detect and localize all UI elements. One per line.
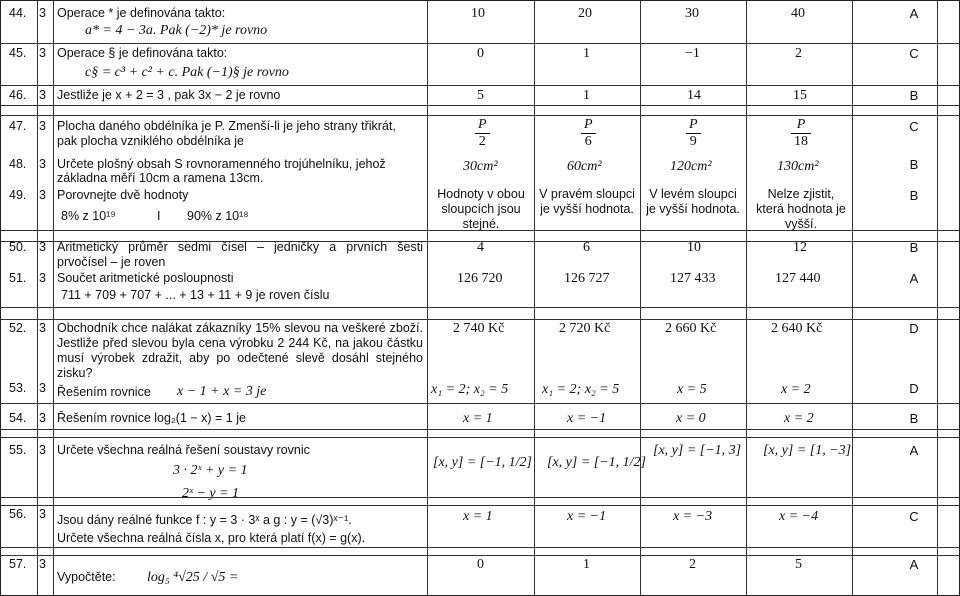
problem-text: Určete všechna reálná čísla x, pro která platí f(x) = g(x). — [57, 531, 366, 545]
answer-c: [x, y] = [−1, 3] — [653, 443, 742, 458]
answer-c: x = 0 — [676, 411, 706, 426]
equation-2: 2ˣ − y = 1 — [182, 486, 240, 501]
row-divider — [1, 307, 959, 308]
problem-points: 3 — [39, 443, 46, 457]
problem-text: Určete všechna reálná řešení soustavy rovnic — [57, 443, 310, 457]
problem-text: Určete plošný obsah S rovnoramenného trojúhelníku, jehož — [57, 157, 386, 171]
answer-c: x = 5 — [677, 382, 707, 397]
separator: I — [157, 209, 161, 223]
fraction-denominator: 2 — [478, 134, 486, 149]
answer-b: 2 720 Kč — [559, 321, 611, 336]
col-divider — [427, 1, 428, 595]
problem-formula: a* = 4 − 3a. Pak (−2)* je rovno — [85, 23, 268, 38]
answer-a: 10 — [471, 6, 485, 21]
answer-b: V pravém sloupci je vyšší hodnota. — [539, 187, 635, 216]
answer-d: 130cm² — [777, 159, 819, 174]
problem-points: 3 — [39, 557, 46, 571]
answer-b: 1 — [583, 88, 590, 103]
answer-c: −1 — [685, 46, 700, 61]
answer-b — [581, 117, 596, 150]
problem-text: Jsou dány reálné funkce f : y = 3 · 3ˣ a g : y = (√3)ˣ⁻¹. — [57, 513, 352, 527]
problem-text: Jestliže je x + 2 = 3 , pak 3x − 2 je rovno — [57, 88, 281, 102]
problem-text: Porovnejte dvě hodnoty — [57, 188, 189, 202]
value-left: 8% z 10¹⁹ — [61, 209, 116, 223]
answer-key: A — [909, 443, 919, 458]
answer-c: V levém sloupci je vyšší hodnota. — [646, 187, 740, 216]
row-divider — [1, 319, 959, 320]
problem-number: 44. — [9, 6, 27, 20]
answer-c: 127 433 — [670, 271, 716, 286]
row-divider — [1, 115, 959, 116]
problem-points: 3 — [39, 271, 46, 285]
answer-d: 2 640 Kč — [771, 321, 823, 336]
answer-a: 30cm² — [463, 159, 498, 174]
answer-d: 127 440 — [775, 271, 821, 286]
answer-d: Nelze zjistit, která hodnota je vyšší. — [756, 187, 846, 231]
answer-d: x = 2 — [781, 382, 811, 397]
problem-text: Řešením rovnice log₂(1 − x) = 1 je — [57, 411, 246, 425]
col-divider — [53, 1, 54, 595]
answer-key: A — [909, 6, 919, 21]
answer-b: 1 — [583, 46, 590, 61]
answer-key: B — [909, 411, 919, 426]
answer-a: 2 740 Kč — [453, 321, 505, 336]
problem-text: Řešením rovnice — [57, 385, 151, 399]
row-divider — [1, 105, 959, 106]
fraction-denominator: 9 — [689, 134, 697, 149]
answer-c: 2 660 Kč — [665, 321, 717, 336]
answer-a: [x, y] = [−1, 1/2] — [433, 455, 533, 470]
problem-number: 57. — [9, 557, 27, 571]
problem-number: 50. — [9, 240, 27, 254]
answer-b: x = −1 — [567, 411, 607, 426]
problem-points: 3 — [39, 88, 46, 102]
fraction-denominator: 18 — [794, 134, 808, 149]
answer-b: x₁ = 2; x₂ = 5 — [542, 382, 620, 397]
answer-c: 14 — [687, 88, 701, 103]
answer-d: 15 — [793, 88, 807, 103]
col-divider — [937, 1, 938, 595]
answer-c — [686, 117, 701, 150]
problem-text: Operace * je definována takto: — [57, 6, 226, 20]
answer-key: A — [909, 557, 919, 572]
answer-a: 0 — [477, 557, 484, 572]
answer-a: x = 1 — [463, 509, 493, 524]
equation-1: 3 · 2ˣ + y = 1 — [173, 463, 248, 478]
fraction-numerator: P — [686, 117, 701, 134]
row-divider — [1, 85, 959, 86]
answer-d: [x, y] = [1, −3] — [763, 443, 852, 458]
row-divider — [1, 403, 959, 404]
fraction-numerator: P — [791, 117, 811, 134]
answer-key: B — [909, 157, 919, 172]
row-divider — [1, 555, 959, 556]
problem-points: 3 — [39, 381, 46, 395]
problem-text: Plocha daného obdélníka je P. Zmenší-li je jeho strany třikrát, — [57, 119, 396, 133]
problem-number: 52. — [9, 321, 27, 335]
row-divider — [1, 437, 959, 438]
answer-key: C — [909, 509, 919, 524]
problem-points: 3 — [39, 411, 46, 425]
problem-formula: log₅ ⁴√25 / √5 = — [147, 570, 239, 585]
col-divider — [852, 1, 853, 595]
problem-number: 49. — [9, 188, 27, 202]
problem-number: 53. — [9, 381, 27, 395]
fraction-numerator: P — [475, 117, 490, 134]
col-divider — [534, 1, 535, 595]
problem-text: pak plocha vzniklého obdélníka je — [57, 134, 244, 148]
answer-c: 120cm² — [670, 159, 712, 174]
answer-d: 5 — [795, 557, 802, 572]
row-divider — [1, 497, 959, 498]
problem-points: 3 — [39, 157, 46, 171]
problem-text: Operace § je definována takto: — [57, 46, 228, 60]
row-divider — [1, 505, 959, 506]
answer-key: C — [909, 119, 919, 134]
problem-points: 3 — [39, 119, 46, 133]
problem-number: 45. — [9, 46, 27, 60]
problem-points: 3 — [39, 6, 46, 20]
answer-b: 6 — [583, 240, 590, 255]
answer-b: 126 727 — [564, 271, 610, 286]
answer-b: 1 — [583, 557, 590, 572]
value-right: 90% z 10¹⁸ — [187, 209, 249, 223]
answer-key: C — [909, 46, 919, 61]
col-divider — [37, 1, 38, 595]
problem-number: 48. — [9, 157, 27, 171]
problem-text: Obchodník chce nalákat zákazníky 15% slevou na veškeré zboží. Jestliže před slevou byla cena výrobku 2 244 Kč, na jakou částku musí výrobek zdražit, aby po odečtené slevě dosáhl stejného zisku? — [57, 321, 423, 380]
problem-number: 46. — [9, 88, 27, 102]
col-divider — [746, 1, 747, 595]
answer-d — [791, 117, 811, 150]
answer-a: 5 — [477, 88, 484, 103]
answer-key: B — [909, 88, 919, 103]
problem-text: Součet aritmetické posloupnosti — [57, 271, 234, 285]
problem-formula: c§ = c³ + c² + c. Pak (−1)§ je rovno — [85, 65, 289, 80]
answer-a — [475, 117, 490, 150]
answer-d: 40 — [791, 6, 805, 21]
answer-b: 60cm² — [567, 159, 602, 174]
problem-number: 47. — [9, 119, 27, 133]
problem-points: 3 — [39, 46, 46, 60]
answer-d: 2 — [795, 46, 802, 61]
answer-key: A — [909, 271, 919, 286]
answer-key: D — [909, 381, 919, 396]
answer-a: x₁ = 2; x₂ = 5 — [431, 382, 509, 397]
row-divider — [1, 43, 959, 44]
problem-text: Aritmetický průměr sedmi čísel – jedničky a prvních šesti prvočísel – je roven — [57, 240, 423, 269]
problem-text: základna měří 10cm a ramena 13cm. — [57, 171, 264, 185]
answer-key: B — [909, 240, 919, 255]
answer-d: x = −4 — [779, 509, 819, 524]
answer-c: x = −3 — [673, 509, 713, 524]
answer-b: [x, y] = [−1, 1/2] — [547, 455, 647, 470]
problem-number: 56. — [9, 507, 27, 521]
problem-points: 3 — [39, 321, 46, 335]
row-divider — [1, 547, 959, 548]
answer-a: Hodnoty v obou sloupcích jsou stejné. — [437, 187, 525, 231]
answer-b: 20 — [578, 6, 592, 21]
answer-a: 126 720 — [457, 271, 503, 286]
answer-c: 10 — [687, 240, 701, 255]
problem-points: 3 — [39, 240, 46, 254]
problem-text: Vypočtěte: — [57, 570, 116, 584]
answer-d: x = 2 — [784, 411, 814, 426]
answer-c: 2 — [689, 557, 696, 572]
problem-number: 51. — [9, 271, 27, 285]
answer-key: B — [909, 188, 919, 203]
problem-number: 55. — [9, 443, 27, 457]
col-divider — [640, 1, 641, 595]
answer-d: 12 — [793, 240, 807, 255]
problem-formula: x − 1 + x = 3 je — [177, 384, 267, 399]
problem-formula: 711 + 709 + 707 + ... + 13 + 11 + 9 je roven číslu — [61, 288, 330, 302]
problem-number: 54. — [9, 411, 27, 425]
answer-c: 30 — [685, 6, 699, 21]
answer-a: 0 — [477, 46, 484, 61]
answer-key: D — [909, 321, 919, 336]
problem-points: 3 — [39, 188, 46, 202]
answer-a: 4 — [477, 240, 484, 255]
answer-a: x = 1 — [463, 411, 493, 426]
fraction-denominator: 6 — [584, 134, 592, 149]
answer-b: x = −1 — [567, 509, 607, 524]
problem-points: 3 — [39, 507, 46, 521]
row-divider — [1, 429, 959, 430]
fraction-numerator: P — [581, 117, 596, 134]
